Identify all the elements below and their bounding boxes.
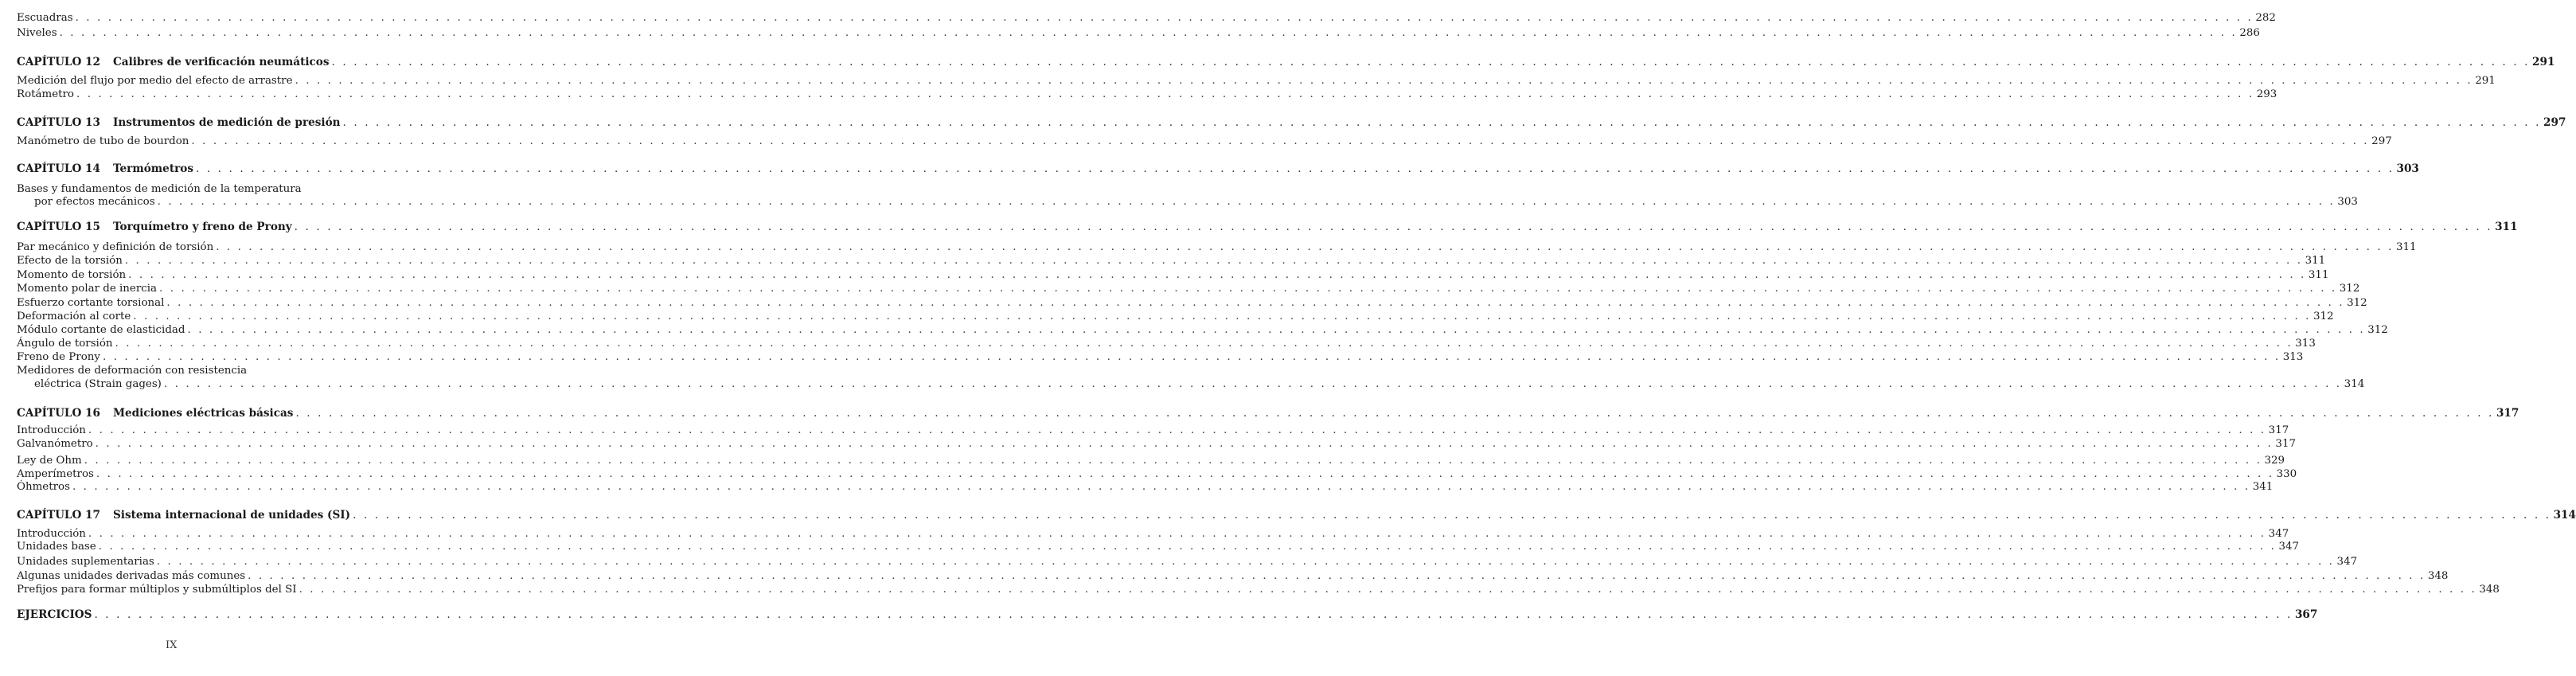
entry-title: Óhmetros <box>17 481 70 493</box>
toc-entry-label <box>17 310 131 323</box>
entry-page-number: 317 <box>2275 438 2296 450</box>
toc-entry-label <box>17 480 70 494</box>
entry-title: Deformación al corte <box>17 311 131 322</box>
toc-entry-label <box>17 323 185 337</box>
toc-entry-label <box>17 195 155 209</box>
entry-page-number: 311 <box>2395 241 2417 253</box>
toc-entry-label <box>17 221 292 234</box>
entry-page-number: 282 <box>2255 12 2276 24</box>
entry-title: Escuadras <box>17 12 73 24</box>
dot-leader: . . . . . . . . . . . . . . . . . . . . . . . . . . . . . . . . . . . . . . . . . . . . . . . . . . . . . . . . . . . . . . . . . . . . . . . . . . . . . . . . . . . . . . . . . . . . . . . . . . . . . . . . . . . . . . . . . . . . . . . . . . . . . . . . . . . . . . . . . . . . . . . . . . . . . . . . . . . . . . . . . . . . . . . . . . . . . . . . . . . . . . . . . . . . . . . . . . . . . . . . <box>156 556 2335 568</box>
entry-page-number: 314 <box>2553 509 2576 522</box>
toc-chapter-entry[interactable] <box>17 509 2576 522</box>
entry-title: eléctrica (Strain gages) <box>34 378 162 390</box>
entry-page-number: 311 <box>2308 269 2329 281</box>
entry-title: Introducción <box>17 528 86 540</box>
entry-title: Galvanómetro <box>17 438 93 450</box>
toc-entry-label <box>17 424 86 437</box>
entry-page-number: 330 <box>2276 468 2297 480</box>
chapter-number: CAPÍTULO 15 <box>17 221 100 233</box>
dot-leader: . . . . . . . . . . . . . . . . . . . . . . . . . . . . . . . . . . . . . . . . . . . . . . . . . . . . . . . . . . . . . . . . . . . . . . . . . . . . . . . . . . . . . . . . . . . . . . . . . . . . . . . . . . . . . . . . . . . . . . . . . . . . . . . . . . . . . . . . . . . . . . . . . . . . . . . . . . . . . . . . . . . . . . . . . . . . . . . . . . . . . . . . . . . . . . . . . . . . . . . . <box>248 570 2426 582</box>
entry-title: por efectos mecánicos <box>34 196 155 208</box>
toc-entry[interactable] <box>17 11 2276 25</box>
toc-entry-label <box>17 608 92 622</box>
entry-page-number: 341 <box>2252 481 2274 493</box>
entry-page-number: 297 <box>2371 135 2392 147</box>
toc-entry[interactable] <box>17 480 2274 494</box>
toc-entry[interactable] <box>17 569 2449 583</box>
toc-entry[interactable] <box>17 195 2358 209</box>
entry-title: Prefijos para formar múltiplos y submúltiplos del SI <box>17 584 297 596</box>
toc-chapter-entry[interactable] <box>17 221 2518 234</box>
toc-entry[interactable] <box>17 296 2367 310</box>
page-number: IX <box>166 639 178 651</box>
entry-title: Momento de torsión <box>17 269 127 281</box>
dot-leader: . . . . . . . . . . . . . . . . . . . . . . . . . . . . . . . . . . . . . . . . . . . . . . . . . . . . . . . . . . . . . . . . . . . . . . . . . . . . . . . . . . . . . . . . . . . . . . . . . . . . . . . . . . . . . . . . . . . . . . . . . . . . . . . . . . . . . . . . . . . . . . . . . . . . . . . . . . . . . . . . . . . . . . . . . . . . . . . . . . . . . . . . . . . . . . . . . . . . . . . . <box>76 88 2254 100</box>
dot-leader: . . . . . . . . . . . . . . . . . . . . . . . . . . . . . . . . . . . . . . . . . . . . . . . . . . . . . . . . . . . . . . . . . . . . . . . . . . . . . . . . . . . . . . . . . . . . . . . . . . . . . . . . . . . . . . . . . . . . . . . . . . . . . . . . . . . . . . . . . . . . . . . . . . . . . . . . . . . . . . . . . . . . . . . . . . . . . . . . . . . . . . . . . . . . . . . . . . . . . . . . <box>96 468 2274 480</box>
dot-leader: . . . . . . . . . . . . . . . . . . . . . . . . . . . . . . . . . . . . . . . . . . . . . . . . . . . . . . . . . . . . . . . . . . . . . . . . . . . . . . . . . . . . . . . . . . . . . . . . . . . . . . . . . . . . . . . . . . . . . . . . . . . . . . . . . . . . . . . . . . . . . . . . . . . . . . . . . . . . . . . . . . . . . . . . . . . . . . . . . . . . . . . . . . . . . . . . . . . . . . . . <box>94 608 2293 621</box>
entry-title: Termómetros <box>112 162 193 175</box>
toc-entry[interactable] <box>17 540 2300 553</box>
dot-leader: . . . . . . . . . . . . . . . . . . . . . . . . . . . . . . . . . . . . . . . . . . . . . . . . . . . . . . . . . . . . . . . . . . . . . . . . . . . . . . . . . . . . . . . . . . . . . . . . . . . . . . . . . . . . . . . . . . . . . . . . . . . . . . . . . . . . . . . . . . . . . . . . . . . . . . . . . . . . . . . . . . . . . . . . . . . . . . . . . . . . . . . . . . . . . . . . . . . . . . . . <box>294 221 2493 233</box>
toc-entry-label <box>17 88 74 101</box>
toc-entry-label <box>17 527 86 541</box>
dot-leader: . . . . . . . . . . . . . . . . . . . . . . . . . . . . . . . . . . . . . . . . . . . . . . . . . . . . . . . . . . . . . . . . . . . . . . . . . . . . . . . . . . . . . . . . . . . . . . . . . . . . . . . . . . . . . . . . . . . . . . . . . . . . . . . . . . . . . . . . . . . . . . . . . . . . . . . . . . . . . . . . . . . . . . . . . . . . . . . . . . . . . . . . . . . . . . . . . . . . . . . . <box>102 351 2281 363</box>
toc-entry[interactable] <box>17 583 2500 596</box>
toc-entry-label <box>17 116 341 130</box>
entry-page-number: 312 <box>2347 297 2367 309</box>
dot-leader: . . . . . . . . . . . . . . . . . . . . . . . . . . . . . . . . . . . . . . . . . . . . . . . . . . . . . . . . . . . . . . . . . . . . . . . . . . . . . . . . . . . . . . . . . . . . . . . . . . . . . . . . . . . . . . . . . . . . . . . . . . . . . . . . . . . . . . . . . . . . . . . . . . . . . . . . . . . . . . . . . . . . . . . . . . . . . . . . . . . . . . . . . . . . . . . . . . . . . . . . <box>88 424 2266 436</box>
entry-page-number: 348 <box>2479 584 2500 596</box>
toc-entry-text: Bases y fundamentos de medición de la temperatura <box>17 183 302 195</box>
entry-page-number: 317 <box>2496 407 2519 420</box>
toc-entry-label <box>17 509 350 522</box>
entry-title: Medición del flujo por medio del efecto de arrastre <box>17 75 293 87</box>
entry-title: Instrumentos de medición de presión <box>112 116 341 129</box>
dot-leader: . . . . . . . . . . . . . . . . . . . . . . . . . . . . . . . . . . . . . . . . . . . . . . . . . . . . . . . . . . . . . . . . . . . . . . . . . . . . . . . . . . . . . . . . . . . . . . . . . . . . . . . . . . . . . . . . . . . . . . . . . . . . . . . . . . . . . . . . . . . . . . . . . . . . . . . . . . . . . . . . . . . . . . . . . . . . . . . . . . . . . . . . . . . . . . . . . . . . . . . . <box>128 269 2306 281</box>
toc-entry[interactable] <box>17 377 2365 391</box>
toc-chapter-entry[interactable] <box>17 56 2555 69</box>
dot-leader: . . . . . . . . . . . . . . . . . . . . . . . . . . . . . . . . . . . . . . . . . . . . . . . . . . . . . . . . . . . . . . . . . . . . . . . . . . . . . . . . . . . . . . . . . . . . . . . . . . . . . . . . . . . . . . . . . . . . . . . . . . . . . . . . . . . . . . . . . . . . . . . . . . . . . . . . . . . . . . . . . . . . . . . . . . . . . . . . . . . . . . . . . . . . . . . . . . . . . . . . <box>133 311 2312 322</box>
dot-leader: . . . . . . . . . . . . . . . . . . . . . . . . . . . . . . . . . . . . . . . . . . . . . . . . . . . . . . . . . . . . . . . . . . . . . . . . . . . . . . . . . . . . . . . . . . . . . . . . . . . . . . . . . . . . . . . . . . . . . . . . . . . . . . . . . . . . . . . . . . . . . . . . . . . . . . . . . . . . . . . . . . . . . . . . . . . . . . . . . . . . . . . . . . . . . . . . . . . . . . . . <box>216 241 2394 253</box>
entry-page-number: 312 <box>2313 311 2334 322</box>
entry-page-number: 312 <box>2339 283 2360 295</box>
toc-entry-label <box>17 337 113 350</box>
toc-entry-label <box>17 437 93 451</box>
toc-entry-label <box>17 377 162 391</box>
chapter-number: CAPÍTULO 13 <box>17 116 100 129</box>
toc-chapter-entry[interactable] <box>17 116 2566 130</box>
chapter-number: CAPÍTULO 16 <box>17 407 100 420</box>
entry-title: Freno de Prony <box>17 351 100 363</box>
entry-title: Rotámetro <box>17 88 74 100</box>
toc-entry[interactable] <box>17 254 2326 268</box>
toc-entry-label <box>17 407 293 420</box>
toc-chapter-entry[interactable] <box>17 162 2419 176</box>
entry-page-number: 291 <box>2475 75 2496 87</box>
entry-page-number: 297 <box>2543 116 2566 129</box>
entry-title: Momento polar de inercia <box>17 283 158 295</box>
dot-leader: . . . . . . . . . . . . . . . . . . . . . . . . . . . . . . . . . . . . . . . . . . . . . . . . . . . . . . . . . . . . . . . . . . . . . . . . . . . . . . . . . . . . . . . . . . . . . . . . . . . . . . . . . . . . . . . . . . . . . . . . . . . . . . . . . . . . . . . . . . . . . . . . . . . . . . . . . . . . . . . . . . . . . . . . . . . . . . . . . . . . . . . . . . . . . . . . . . . . . . . . <box>331 56 2531 68</box>
dot-leader: . . . . . . . . . . . . . . . . . . . . . . . . . . . . . . . . . . . . . . . . . . . . . . . . . . . . . . . . . . . . . . . . . . . . . . . . . . . . . . . . . . . . . . . . . . . . . . . . . . . . . . . . . . . . . . . . . . . . . . . . . . . . . . . . . . . . . . . . . . . . . . . . . . . . . . . . . . . . . . . . . . . . . . . . . . . . . . . . . . . . . . . . . . . . . . . . . . . . . . . . <box>72 481 2250 493</box>
entry-page-number: 347 <box>2278 541 2300 553</box>
dot-leader: . . . . . . . . . . . . . . . . . . . . . . . . . . . . . . . . . . . . . . . . . . . . . . . . . . . . . . . . . . . . . . . . . . . . . . . . . . . . . . . . . . . . . . . . . . . . . . . . . . . . . . . . . . . . . . . . . . . . . . . . . . . . . . . . . . . . . . . . . . . . . . . . . . . . . . . . . . . . . . . . . . . . . . . . . . . . . . . . . . . . . . . . . . . . . . . . . . . . . . . . <box>124 255 2303 267</box>
toc-entry[interactable] <box>17 337 2316 350</box>
toc-entry[interactable] <box>17 350 2304 364</box>
entry-title: Módulo cortante de elasticidad <box>17 324 185 336</box>
entry-title: Niveles <box>17 27 57 39</box>
dot-leader: . . . . . . . . . . . . . . . . . . . . . . . . . . . . . . . . . . . . . . . . . . . . . . . . . . . . . . . . . . . . . . . . . . . . . . . . . . . . . . . . . . . . . . . . . . . . . . . . . . . . . . . . . . . . . . . . . . . . . . . . . . . . . . . . . . . . . . . . . . . . . . . . . . . . . . . . . . . . . . . . . . . . . . . . . . . . . . . . . . . . . . . . . . . . . . . . . . . . . . . . <box>187 324 2366 336</box>
dot-leader: . . . . . . . . . . . . . . . . . . . . . . . . . . . . . . . . . . . . . . . . . . . . . . . . . . . . . . . . . . . . . . . . . . . . . . . . . . . . . . . . . . . . . . . . . . . . . . . . . . . . . . . . . . . . . . . . . . . . . . . . . . . . . . . . . . . . . . . . . . . . . . . . . . . . . . . . . . . . . . . . . . . . . . . . . . . . . . . . . . . . . . . . . . . . . . . . . . . . . . . . <box>191 135 2370 147</box>
toc-entry[interactable] <box>17 282 2360 295</box>
toc-entry-label <box>17 56 330 69</box>
entry-page-number: 347 <box>2336 556 2358 568</box>
entry-page-number: 367 <box>2294 608 2318 621</box>
dot-leader: . . . . . . . . . . . . . . . . . . . . . . . . . . . . . . . . . . . . . . . . . . . . . . . . . . . . . . . . . . . . . . . . . . . . . . . . . . . . . . . . . . . . . . . . . . . . . . . . . . . . . . . . . . . . . . . . . . . . . . . . . . . . . . . . . . . . . . . . . . . . . . . . . . . . . . . . . . . . . . . . . . . . . . . . . . . . . . . . . . . . . . . . . . . . . . . . . . . . . . . . <box>295 75 2473 87</box>
toc-entry-label <box>17 296 164 310</box>
toc-entry-label <box>17 569 245 583</box>
entry-title: Manómetro de tubo de bourdon <box>17 135 189 147</box>
entry-page-number: 312 <box>2367 324 2388 336</box>
toc-entry-label <box>17 240 213 254</box>
entry-page-number: 347 <box>2268 528 2289 540</box>
entry-page-number: 348 <box>2427 570 2449 582</box>
toc-entry[interactable] <box>17 467 2297 481</box>
entry-page-number: 311 <box>2305 255 2326 267</box>
entry-title: Ángulo de torsión <box>17 338 113 350</box>
toc-entry-label <box>17 162 193 176</box>
toc-entry-label <box>17 350 100 364</box>
dot-leader: . . . . . . . . . . . . . . . . . . . . . . . . . . . . . . . . . . . . . . . . . . . . . . . . . . . . . . . . . . . . . . . . . . . . . . . . . . . . . . . . . . . . . . . . . . . . . . . . . . . . . . . . . . . . . . . . . . . . . . . . . . . . . . . . . . . . . . . . . . . . . . . . . . . . . . . . . . . . . . . . . . . . . . . . . . . . . . . . . . . . . . . . . . . . . . . . . . . . . . . . <box>115 338 2293 350</box>
entry-title: Esfuerzo cortante torsional <box>17 297 165 309</box>
toc-entry[interactable] <box>17 310 2334 323</box>
entry-page-number: 293 <box>2256 88 2277 100</box>
toc-entry-text: Medidores de deformación con resistencia <box>17 365 248 377</box>
toc-entry-label <box>17 583 297 596</box>
toc-entry[interactable] <box>17 424 2289 437</box>
entry-page-number: 291 <box>2532 56 2555 68</box>
entry-page-number: 317 <box>2268 424 2289 436</box>
toc-entry-label <box>17 268 126 282</box>
toc-entry-label <box>17 11 73 25</box>
dot-leader: . . . . . . . . . . . . . . . . . . . . . . . . . . . . . . . . . . . . . . . . . . . . . . . . . . . . . . . . . . . . . . . . . . . . . . . . . . . . . . . . . . . . . . . . . . . . . . . . . . . . . . . . . . . . . . . . . . . . . . . . . . . . . . . . . . . . . . . . . . . . . . . . . . . . . . . . . . . . . . . . . . . . . . . . . . . . . . . . . . . . . . . . . . . . . . . . . . . . . . . . <box>95 438 2274 450</box>
toc-entry[interactable] <box>17 26 2260 40</box>
entry-page-number: 303 <box>2396 162 2419 175</box>
entry-page-number: 311 <box>2495 221 2518 233</box>
toc-entry[interactable] <box>17 268 2329 282</box>
toc-chapter-entry[interactable] <box>17 407 2519 420</box>
entry-title: Unidades suplementarias <box>17 556 154 568</box>
toc-entry[interactable] <box>17 527 2289 541</box>
dot-leader: . . . . . . . . . . . . . . . . . . . . . . . . . . . . . . . . . . . . . . . . . . . . . . . . . . . . . . . . . . . . . . . . . . . . . . . . . . . . . . . . . . . . . . . . . . . . . . . . . . . . . . . . . . . . . . . . . . . . . . . . . . . . . . . . . . . . . . . . . . . . . . . . . . . . . . . . . . . . . . . . . . . . . . . . . . . . . . . . . . . . . . . . . . . . . . . . . . . . . . . . <box>75 12 2254 24</box>
toc-entry[interactable] <box>17 240 2417 254</box>
dot-leader: . . . . . . . . . . . . . . . . . . . . . . . . . . . . . . . . . . . . . . . . . . . . . . . . . . . . . . . . . . . . . . . . . . . . . . . . . . . . . . . . . . . . . . . . . . . . . . . . . . . . . . . . . . . . . . . . . . . . . . . . . . . . . . . . . . . . . . . . . . . . . . . . . . . . . . . . . . . . . . . . . . . . . . . . . . . . . . . . . . . . . . . . . . . . . . . . . . . . . . . . <box>163 378 2342 390</box>
entry-title: Torquímetro y freno de Prony <box>112 221 292 233</box>
toc-entry-label <box>17 555 154 569</box>
entry-title: Algunas unidades derivadas más comunes <box>17 570 246 582</box>
dot-leader: . . . . . . . . . . . . . . . . . . . . . . . . . . . . . . . . . . . . . . . . . . . . . . . . . . . . . . . . . . . . . . . . . . . . . . . . . . . . . . . . . . . . . . . . . . . . . . . . . . . . . . . . . . . . . . . . . . . . . . . . . . . . . . . . . . . . . . . . . . . . . . . . . . . . . . . . . . . . . . . . . . . . . . . . . . . . . . . . . . . . . . . . . . . . . . . . . . . . . . . . <box>166 297 2345 309</box>
entry-page-number: 303 <box>2337 196 2358 208</box>
entry-page-number: 313 <box>2282 351 2304 363</box>
toc-entry[interactable] <box>17 454 2285 467</box>
dot-leader: . . . . . . . . . . . . . . . . . . . . . . . . . . . . . . . . . . . . . . . . . . . . . . . . . . . . . . . . . . . . . . . . . . . . . . . . . . . . . . . . . . . . . . . . . . . . . . . . . . . . . . . . . . . . . . . . . . . . . . . . . . . . . . . . . . . . . . . . . . . . . . . . . . . . . . . . . . . . . . . . . . . . . . . . . . . . . . . . . . . . . . . . . . . . . . . . . . . . . . . . <box>98 541 2277 553</box>
toc-entry[interactable] <box>17 135 2392 148</box>
chapter-number: CAPÍTULO 14 <box>17 162 100 175</box>
dot-leader: . . . . . . . . . . . . . . . . . . . . . . . . . . . . . . . . . . . . . . . . . . . . . . . . . . . . . . . . . . . . . . . . . . . . . . . . . . . . . . . . . . . . . . . . . . . . . . . . . . . . . . . . . . . . . . . . . . . . . . . . . . . . . . . . . . . . . . . . . . . . . . . . . . . . . . . . . . . . . . . . . . . . . . . . . . . . . . . . . . . . . . . . . . . . . . . . . . . . . . . . <box>299 584 2477 596</box>
toc-entry-label <box>17 74 293 88</box>
entry-title: Unidades base <box>17 541 96 553</box>
toc-entry-label <box>17 254 123 268</box>
toc-entry[interactable] <box>17 437 2296 451</box>
chapter-number: CAPÍTULO 17 <box>17 509 100 522</box>
dot-leader: . . . . . . . . . . . . . . . . . . . . . . . . . . . . . . . . . . . . . . . . . . . . . . . . . . . . . . . . . . . . . . . . . . . . . . . . . . . . . . . . . . . . . . . . . . . . . . . . . . . . . . . . . . . . . . . . . . . . . . . . . . . . . . . . . . . . . . . . . . . . . . . . . . . . . . . . . . . . . . . . . . . . . . . . . . . . . . . . . . . . . . . . . . . . . . . . . . . . . . . . <box>342 116 2542 129</box>
toc-entry-label <box>17 135 189 148</box>
dot-leader: . . . . . . . . . . . . . . . . . . . . . . . . . . . . . . . . . . . . . . . . . . . . . . . . . . . . . . . . . . . . . . . . . . . . . . . . . . . . . . . . . . . . . . . . . . . . . . . . . . . . . . . . . . . . . . . . . . . . . . . . . . . . . . . . . . . . . . . . . . . . . . . . . . . . . . . . . . . . . . . . . . . . . . . . . . . . . . . . . . . . . . . . . . . . . . . . . . . . . . . . <box>159 283 2337 295</box>
entry-title: Amperímetros <box>17 468 94 480</box>
toc-entry-label <box>17 454 82 467</box>
entry-page-number: 313 <box>2295 338 2316 350</box>
dot-leader: . . . . . . . . . . . . . . . . . . . . . . . . . . . . . . . . . . . . . . . . . . . . . . . . . . . . . . . . . . . . . . . . . . . . . . . . . . . . . . . . . . . . . . . . . . . . . . . . . . . . . . . . . . . . . . . . . . . . . . . . . . . . . . . . . . . . . . . . . . . . . . . . . . . . . . . . . . . . . . . . . . . . . . . . . . . . . . . . . . . . . . . . . . . . . . . . . . . . . . . . <box>295 407 2494 420</box>
entry-page-number: 286 <box>2239 27 2260 39</box>
chapter-number: CAPÍTULO 12 <box>17 56 100 68</box>
entry-title: Efecto de la torsión <box>17 255 123 267</box>
toc-chapter-entry[interactable] <box>17 608 2318 622</box>
entry-title: Par mecánico y definición de torsión <box>17 241 214 253</box>
entry-title: Mediciones eléctricas básicas <box>112 407 294 420</box>
toc-entry[interactable] <box>17 555 2358 569</box>
toc-entry-label <box>17 26 57 40</box>
entry-title: Introducción <box>17 424 86 436</box>
toc-entry[interactable] <box>17 88 2277 101</box>
entry-title: EJERCICIOS <box>17 608 92 621</box>
entry-title: Sistema internacional de unidades (SI) <box>112 509 351 522</box>
dot-leader: . . . . . . . . . . . . . . . . . . . . . . . . . . . . . . . . . . . . . . . . . . . . . . . . . . . . . . . . . . . . . . . . . . . . . . . . . . . . . . . . . . . . . . . . . . . . . . . . . . . . . . . . . . . . . . . . . . . . . . . . . . . . . . . . . . . . . . . . . . . . . . . . . . . . . . . . . . . . . . . . . . . . . . . . . . . . . . . . . . . . . . . . . . . . . . . . . . . . . . . . <box>84 455 2262 467</box>
toc-entry-label <box>17 467 94 481</box>
entry-title: Calibres de verificación neumáticos <box>112 56 330 68</box>
toc-entry-label <box>17 282 157 295</box>
dot-leader: . . . . . . . . . . . . . . . . . . . . . . . . . . . . . . . . . . . . . . . . . . . . . . . . . . . . . . . . . . . . . . . . . . . . . . . . . . . . . . . . . . . . . . . . . . . . . . . . . . . . . . . . . . . . . . . . . . . . . . . . . . . . . . . . . . . . . . . . . . . . . . . . . . . . . . . . . . . . . . . . . . . . . . . . . . . . . . . . . . . . . . . . . . . . . . . . . . . . . . . . <box>157 196 2336 208</box>
dot-leader: . . . . . . . . . . . . . . . . . . . . . . . . . . . . . . . . . . . . . . . . . . . . . . . . . . . . . . . . . . . . . . . . . . . . . . . . . . . . . . . . . . . . . . . . . . . . . . . . . . . . . . . . . . . . . . . . . . . . . . . . . . . . . . . . . . . . . . . . . . . . . . . . . . . . . . . . . . . . . . . . . . . . . . . . . . . . . . . . . . . . . . . . . . . . . . . . . . . . . . . . <box>195 162 2395 175</box>
entry-title: Ley de Ohm <box>17 455 82 467</box>
dot-leader: . . . . . . . . . . . . . . . . . . . . . . . . . . . . . . . . . . . . . . . . . . . . . . . . . . . . . . . . . . . . . . . . . . . . . . . . . . . . . . . . . . . . . . . . . . . . . . . . . . . . . . . . . . . . . . . . . . . . . . . . . . . . . . . . . . . . . . . . . . . . . . . . . . . . . . . . . . . . . . . . . . . . . . . . . . . . . . . . . . . . . . . . . . . . . . . . . . . . . . . . <box>353 509 2551 522</box>
entry-page-number: 314 <box>2344 378 2365 390</box>
entry-page-number: 329 <box>2264 455 2285 467</box>
dot-leader: . . . . . . . . . . . . . . . . . . . . . . . . . . . . . . . . . . . . . . . . . . . . . . . . . . . . . . . . . . . . . . . . . . . . . . . . . . . . . . . . . . . . . . . . . . . . . . . . . . . . . . . . . . . . . . . . . . . . . . . . . . . . . . . . . . . . . . . . . . . . . . . . . . . . . . . . . . . . . . . . . . . . . . . . . . . . . . . . . . . . . . . . . . . . . . . . . . . . . . . . <box>59 27 2238 39</box>
toc-entry-label <box>17 540 96 553</box>
toc-entry[interactable] <box>17 74 2496 88</box>
toc-entry[interactable] <box>17 323 2388 337</box>
dot-leader: . . . . . . . . . . . . . . . . . . . . . . . . . . . . . . . . . . . . . . . . . . . . . . . . . . . . . . . . . . . . . . . . . . . . . . . . . . . . . . . . . . . . . . . . . . . . . . . . . . . . . . . . . . . . . . . . . . . . . . . . . . . . . . . . . . . . . . . . . . . . . . . . . . . . . . . . . . . . . . . . . . . . . . . . . . . . . . . . . . . . . . . . . . . . . . . . . . . . . . . . <box>88 528 2266 540</box>
